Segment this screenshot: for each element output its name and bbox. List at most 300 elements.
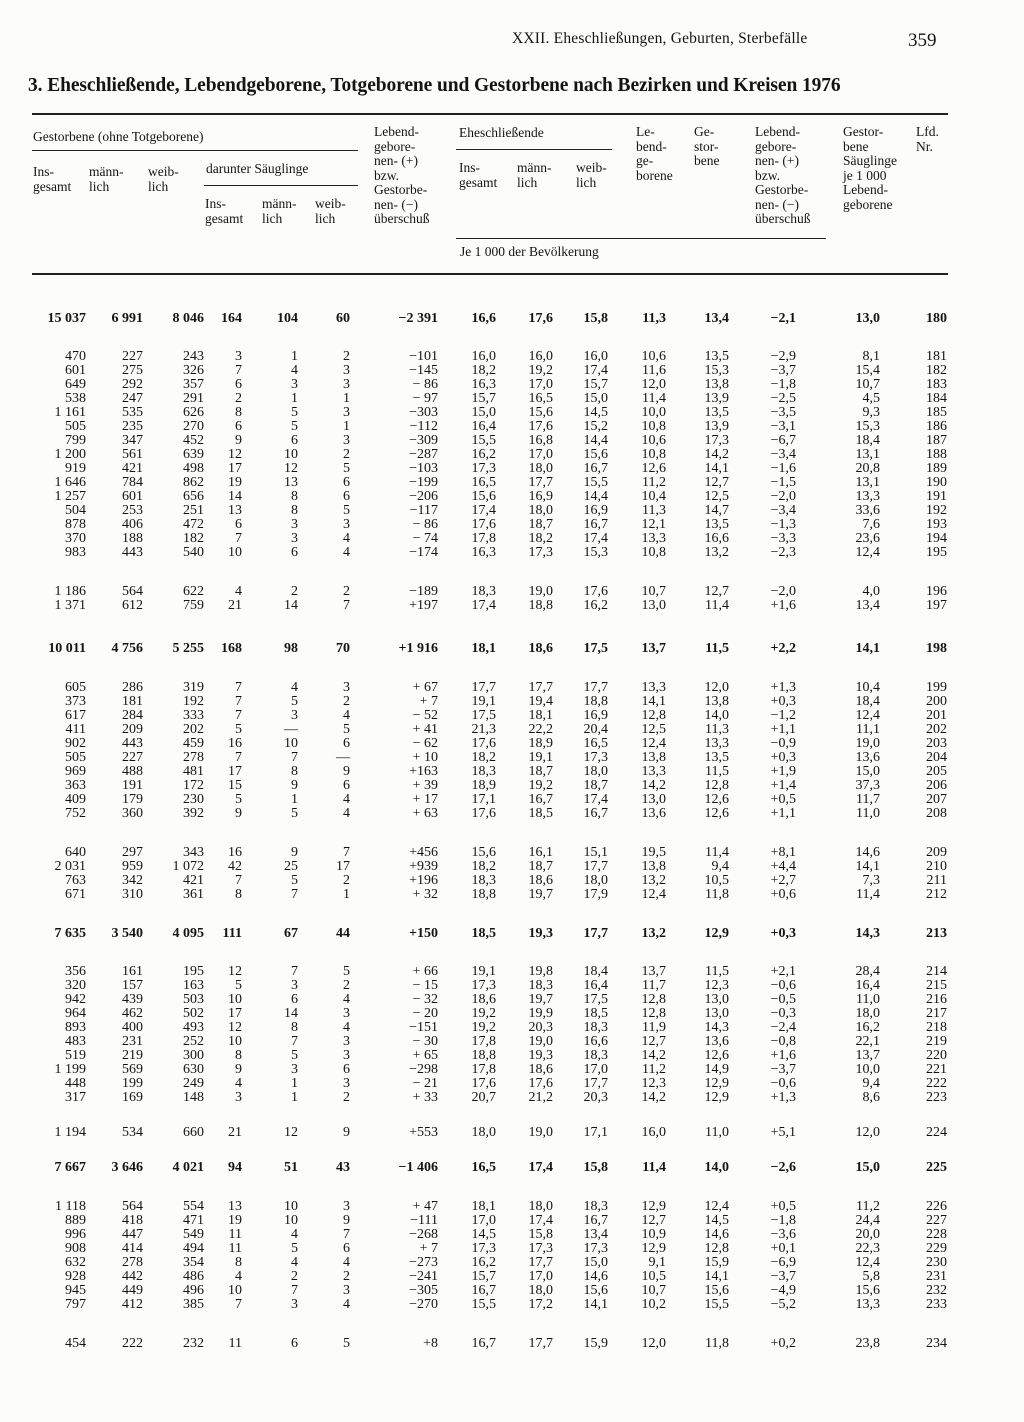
cell-s-weiblich: 2 [343,978,350,993]
cell-e-weiblich: 17,6 [583,584,608,599]
cell-ueberschuss-rate: +1,6 [770,598,796,613]
cell-maennlich: 400 [122,1020,143,1035]
cell-insgesamt: 1 161 [54,405,86,420]
cell-e-weiblich: 16,4 [583,978,608,993]
table-row [0,447,1024,462]
cell-s-weiblich: 2 [343,349,350,364]
cell-s-maennlich: 12 [284,1125,298,1140]
cell-saeuglinge-rate: 14,1 [855,641,880,656]
cell-e-weiblich: 18,3 [583,1199,608,1214]
cell-lfd-nr: 184 [926,391,947,406]
cell-s-insgesamt: 12 [228,1020,242,1035]
running-head: XXII. Eheschließungen, Geburten, Sterbefälle [512,30,808,47]
cell-s-weiblich: 6 [343,736,350,751]
cell-s-weiblich: 2 [343,694,350,709]
cell-ueberschuss-rate: +0,5 [770,792,796,807]
cell-s-insgesamt: 10 [228,545,242,560]
cell-saeuglinge-rate: 20,8 [855,461,880,476]
cell-saeuglinge-rate: 10,7 [855,377,880,392]
cell-saeuglinge-rate: 15,3 [855,419,880,434]
cell-ueberschuss-rate: +1,1 [770,722,796,737]
cell-ueberschuss: +197 [409,598,438,613]
cell-lebendgeborene: 12,5 [641,722,666,737]
cell-insgesamt: 1 186 [54,584,86,599]
cell-e-insgesamt: 19,1 [471,964,496,979]
cell-maennlich: 157 [122,978,143,993]
cell-e-weiblich: 15,3 [583,545,608,560]
cell-s-weiblich: 3 [343,1076,350,1091]
cell-s-weiblich: 9 [343,764,350,779]
cell-ueberschuss-rate: +0,3 [770,750,796,765]
cell-saeuglinge-rate: 19,0 [855,736,880,751]
cell-insgesamt: 538 [65,391,86,406]
cell-e-maennlich: 17,0 [528,1269,553,1284]
cell-s-maennlich: 3 [291,531,298,546]
cell-weiblich: 357 [183,377,204,392]
cell-lebendgeborene: 9,1 [648,1255,666,1270]
cell-ueberschuss-rate: +1,4 [770,778,796,793]
title-rule [32,113,948,115]
cell-maennlich: 235 [122,419,143,434]
cell-lebendgeborene: 11,6 [642,363,666,378]
cell-s-maennlich: 6 [291,1336,298,1351]
table-title: 3. Eheschließende, Lebendgeborene, Totgeborene und Gestorbene nach Bezirken und Kreisen 1976 [28,75,841,96]
cell-s-maennlich: 51 [284,1160,298,1175]
cell-s-insgesamt: 17 [228,764,242,779]
cell-maennlich: 488 [122,764,143,779]
cell-saeuglinge-rate: 11,4 [856,887,880,902]
cell-s-weiblich: 7 [343,598,350,613]
cell-insgesamt: 356 [65,964,86,979]
cell-e-maennlich: 19,2 [528,778,553,793]
cell-ueberschuss: + 66 [412,964,438,979]
cell-weiblich: 554 [183,1199,204,1214]
cell-s-weiblich: 5 [343,722,350,737]
cell-e-insgesamt: 16,3 [471,545,496,560]
cell-s-insgesamt: 17 [228,461,242,476]
cell-gestorbene: 12,9 [704,1076,729,1091]
cell-e-maennlich: 16,9 [528,489,553,504]
cell-s-maennlich: 9 [291,778,298,793]
cell-weiblich: 270 [183,419,204,434]
cell-e-insgesamt: 16,4 [471,419,496,434]
cell-saeuglinge-rate: 22,1 [855,1034,880,1049]
cell-lfd-nr: 224 [926,1125,947,1140]
cell-lfd-nr: 186 [926,419,947,434]
cell-saeuglinge-rate: 16,4 [855,978,880,993]
cell-saeuglinge-rate: 8,6 [862,1090,880,1105]
cell-e-insgesamt: 16,7 [471,1283,496,1298]
cell-lebendgeborene: 13,7 [641,964,666,979]
cell-ueberschuss: −117 [409,503,438,518]
cell-s-weiblich: 43 [336,1160,350,1175]
cell-e-maennlich: 17,7 [528,1336,553,1351]
cell-s-weiblich: 2 [343,584,350,599]
cell-gestorbene: 11,8 [705,887,729,902]
cell-weiblich: 4 095 [172,926,204,941]
cell-s-insgesamt: 11 [228,1227,242,1242]
table-row [0,1199,1024,1214]
cell-s-insgesamt: 3 [235,1090,242,1105]
cell-s-maennlich: 5 [291,1048,298,1063]
cell-e-weiblich: 18,4 [583,964,608,979]
cell-lfd-nr: 203 [926,736,947,751]
cell-s-weiblich: 2 [343,1269,350,1284]
cell-lfd-nr: 191 [926,489,947,504]
cell-lfd-nr: 222 [926,1076,947,1091]
cell-e-insgesamt: 18,3 [471,873,496,888]
cell-saeuglinge-rate: 13,7 [855,1048,880,1063]
cell-lebendgeborene: 13,0 [641,792,666,807]
cell-s-maennlich: 5 [291,419,298,434]
cell-s-insgesamt: 8 [235,887,242,902]
cell-ueberschuss-rate: +2,2 [770,641,796,656]
cell-ueberschuss: −268 [409,1227,438,1242]
cell-s-insgesamt: 19 [228,1213,242,1228]
cell-e-insgesamt: 17,4 [471,598,496,613]
cell-lebendgeborene: 10,6 [641,349,666,364]
cell-ueberschuss-rate: −0,6 [770,1076,796,1091]
cell-gestorbene: 12,6 [704,792,729,807]
cell-lfd-nr: 189 [926,461,947,476]
cell-s-maennlich: — [284,722,298,737]
cell-s-maennlich: 5 [291,405,298,420]
cell-e-weiblich: 17,3 [583,750,608,765]
per-1000-rule [456,238,826,239]
cell-weiblich: 486 [183,1269,204,1284]
cell-saeuglinge-rate: 10,4 [855,680,880,695]
cell-maennlich: 534 [122,1125,143,1140]
table-row [0,1048,1024,1063]
cell-e-maennlich: 18,8 [528,598,553,613]
cell-lfd-nr: 190 [926,475,947,490]
cell-lebendgeborene: 13,3 [641,764,666,779]
cell-insgesamt: 928 [65,1269,86,1284]
cell-gestorbene: 10,5 [704,873,729,888]
cell-e-weiblich: 18,5 [583,1006,608,1021]
cell-e-weiblich: 13,4 [583,1227,608,1242]
cell-s-insgesamt: 6 [235,419,242,434]
cell-s-maennlich: 1 [291,792,298,807]
cell-ueberschuss: − 20 [412,1006,438,1021]
cell-s-insgesamt: 4 [235,1076,242,1091]
cell-e-insgesamt: 18,2 [471,363,496,378]
cell-s-maennlich: 7 [291,750,298,765]
cell-ueberschuss-rate: +1,1 [770,806,796,821]
cell-e-maennlich: 19,0 [528,1125,553,1140]
cell-insgesamt: 7 667 [54,1160,86,1175]
cell-gestorbene: 13,5 [704,349,729,364]
cell-ueberschuss: +939 [409,859,438,874]
table-row [0,1062,1024,1077]
cell-lebendgeborene: 13,8 [641,859,666,874]
cell-s-insgesamt: 7 [235,694,242,709]
cell-ueberschuss: +163 [409,764,438,779]
cell-ueberschuss: −101 [409,349,438,364]
cell-maennlich: 4 756 [111,641,143,656]
cell-maennlich: 3 646 [111,1160,143,1175]
saeuglinge-group-rule [204,185,358,186]
cell-insgesamt: 320 [65,978,86,993]
cell-gestorbene: 14,2 [704,447,729,462]
cell-weiblich: 493 [183,1020,204,1035]
cell-e-weiblich: 15,0 [583,1255,608,1270]
cell-s-weiblich: 5 [343,964,350,979]
cell-weiblich: 195 [183,964,204,979]
cell-weiblich: 354 [183,1255,204,1270]
cell-s-maennlich: 25 [284,859,298,874]
cell-ueberschuss: −305 [409,1283,438,1298]
cell-lfd-nr: 183 [926,377,947,392]
cell-s-insgesamt: 168 [221,641,242,656]
cell-e-weiblich: 17,4 [583,363,608,378]
cell-gestorbene: 13,5 [704,517,729,532]
cell-ueberschuss-rate: +0,3 [770,926,796,941]
cell-gestorbene: 15,6 [704,1283,729,1298]
header-ueberschuss: Lebend- gebore- nen- (+) bzw. Gestorbe- nen- (−) überschuß [374,124,430,226]
table-row [0,680,1024,695]
cell-s-maennlich: 4 [291,680,298,695]
table-row [0,1297,1024,1312]
cell-gestorbene: 13,6 [704,1034,729,1049]
cell-insgesamt: 752 [65,806,86,821]
cell-s-maennlich: 14 [284,1006,298,1021]
cell-e-maennlich: 17,2 [528,1297,553,1312]
cell-e-insgesamt: 20,7 [471,1090,496,1105]
cell-lebendgeborene: 14,2 [641,1048,666,1063]
table-row [0,1227,1024,1242]
cell-e-maennlich: 16,0 [528,349,553,364]
header-e-weiblich: weib- lich [576,160,607,190]
cell-s-weiblich: 17 [336,859,350,874]
cell-ueberschuss: −298 [409,1062,438,1077]
cell-lfd-nr: 219 [926,1034,947,1049]
cell-insgesamt: 409 [65,792,86,807]
header-s-insgesamt: Ins- gesamt [205,196,244,226]
cell-ueberschuss: − 32 [412,992,438,1007]
cell-e-maennlich: 17,4 [528,1160,553,1175]
cell-saeuglinge-rate: 15,6 [855,1283,880,1298]
cell-lebendgeborene: 12,3 [641,1076,666,1091]
cell-ueberschuss-rate: −2,6 [770,1160,796,1175]
cell-e-weiblich: 16,5 [583,736,608,751]
cell-e-maennlich: 17,6 [528,311,553,326]
cell-saeuglinge-rate: 23,6 [855,531,880,546]
cell-maennlich: 443 [122,545,143,560]
cell-e-maennlich: 15,6 [528,405,553,420]
cell-s-weiblich: 9 [343,1125,350,1140]
cell-lfd-nr: 234 [926,1336,947,1351]
cell-lebendgeborene: 10,6 [641,433,666,448]
cell-saeuglinge-rate: 7,6 [862,517,880,532]
cell-e-insgesamt: 17,4 [471,503,496,518]
cell-s-weiblich: 3 [343,1034,350,1049]
cell-e-insgesamt: 16,5 [471,1160,496,1175]
cell-lfd-nr: 182 [926,363,947,378]
cell-weiblich: 630 [183,1062,204,1077]
header-gestorbene-group: Gestorbene (ohne Totgeborene) [33,129,204,144]
cell-s-weiblich: 3 [343,517,350,532]
cell-weiblich: 278 [183,750,204,765]
cell-lfd-nr: 210 [926,859,947,874]
cell-e-weiblich: 17,5 [583,992,608,1007]
cell-ueberschuss-rate: −6,7 [770,433,796,448]
cell-maennlich: 169 [122,1090,143,1105]
cell-lebendgeborene: 12,9 [641,1199,666,1214]
cell-s-insgesamt: 8 [235,1255,242,1270]
cell-s-insgesamt: 7 [235,531,242,546]
cell-weiblich: 481 [183,764,204,779]
cell-s-maennlich: 13 [284,475,298,490]
cell-e-insgesamt: 18,6 [471,992,496,1007]
cell-lfd-nr: 232 [926,1283,947,1298]
header-ueberschuss-rate: Lebend- gebore- nen- (+) bzw. Gestorbe- nen- (−) überschuß [755,124,811,226]
cell-lfd-nr: 208 [926,806,947,821]
cell-saeuglinge-rate: 14,1 [855,859,880,874]
cell-lebendgeborene: 13,2 [641,873,666,888]
cell-e-maennlich: 18,9 [528,736,553,751]
cell-insgesamt: 505 [65,750,86,765]
cell-s-weiblich: 5 [343,1336,350,1351]
cell-lebendgeborene: 10,2 [641,1297,666,1312]
cell-ueberschuss-rate: −2,5 [770,391,796,406]
cell-maennlich: 292 [122,377,143,392]
cell-e-maennlich: 17,6 [528,1076,553,1091]
cell-ueberschuss: − 21 [412,1076,438,1091]
cell-lebendgeborene: 10,0 [641,405,666,420]
cell-e-insgesamt: 17,6 [471,517,496,532]
cell-e-weiblich: 15,7 [583,377,608,392]
cell-lfd-nr: 199 [926,680,947,695]
table-row [0,475,1024,490]
cell-e-weiblich: 18,3 [583,1020,608,1035]
cell-ueberschuss-rate: −1,2 [770,708,796,723]
cell-insgesamt: 2 031 [54,859,86,874]
cell-gestorbene: 13,4 [704,311,729,326]
cell-e-weiblich: 16,7 [583,1213,608,1228]
cell-e-weiblich: 17,9 [583,887,608,902]
cell-weiblich: 660 [183,1125,204,1140]
cell-gestorbene: 12,3 [704,978,729,993]
cell-s-maennlich: 7 [291,1034,298,1049]
cell-s-maennlich: 7 [291,1283,298,1298]
cell-gestorbene: 13,5 [704,750,729,765]
cell-insgesamt: 7 635 [54,926,86,941]
cell-e-weiblich: 17,7 [583,1076,608,1091]
cell-e-maennlich: 18,6 [528,641,553,656]
cell-gestorbene: 13,8 [704,694,729,709]
cell-ueberschuss-rate: +0,6 [770,887,796,902]
cell-insgesamt: 889 [65,1213,86,1228]
cell-lfd-nr: 188 [926,447,947,462]
table-row [0,1034,1024,1049]
table-row [0,1076,1024,1091]
cell-e-insgesamt: 18,5 [471,926,496,941]
cell-ueberschuss-rate: −2,1 [770,311,796,326]
cell-e-weiblich: 15,9 [583,1336,608,1351]
cell-lebendgeborene: 10,7 [641,584,666,599]
cell-insgesamt: 504 [65,503,86,518]
cell-lebendgeborene: 12,4 [641,887,666,902]
cell-saeuglinge-rate: 24,4 [855,1213,880,1228]
cell-ueberschuss-rate: +0,1 [770,1241,796,1256]
cell-ueberschuss-rate: −4,9 [770,1283,796,1298]
cell-ueberschuss: −270 [409,1297,438,1312]
cell-gestorbene: 11,5 [705,764,729,779]
cell-s-insgesamt: 13 [228,1199,242,1214]
cell-e-weiblich: 16,2 [583,598,608,613]
cell-s-insgesamt: 8 [235,405,242,420]
cell-ueberschuss-rate: +0,3 [770,694,796,709]
cell-maennlich: 412 [122,1297,143,1312]
cell-ueberschuss: −273 [409,1255,438,1270]
cell-s-insgesamt: 2 [235,391,242,406]
cell-lfd-nr: 204 [926,750,947,765]
cell-lfd-nr: 209 [926,845,947,860]
cell-lebendgeborene: 12,8 [641,1006,666,1021]
cell-s-maennlich: 2 [291,1269,298,1284]
cell-e-maennlich: 16,7 [528,792,553,807]
cell-lebendgeborene: 10,8 [641,545,666,560]
table-row [0,926,1024,941]
cell-lfd-nr: 201 [926,708,947,723]
cell-saeuglinge-rate: 16,2 [855,1020,880,1035]
cell-e-maennlich: 19,2 [528,363,553,378]
cell-saeuglinge-rate: 7,3 [862,873,880,888]
cell-e-maennlich: 18,0 [528,461,553,476]
cell-s-insgesamt: 7 [235,1297,242,1312]
cell-s-maennlich: 104 [277,311,298,326]
cell-e-weiblich: 20,3 [583,1090,608,1105]
cell-e-weiblich: 16,7 [583,806,608,821]
cell-ueberschuss: −145 [409,363,438,378]
header-e-maennlich: männ- lich [517,160,552,190]
cell-s-insgesamt: 5 [235,722,242,737]
cell-gestorbene: 11,4 [705,845,729,860]
cell-insgesamt: 799 [65,433,86,448]
cell-lfd-nr: 197 [926,598,947,613]
cell-s-maennlich: 8 [291,1020,298,1035]
cell-weiblich: 249 [183,1076,204,1091]
cell-saeuglinge-rate: 11,2 [856,1199,880,1214]
cell-gestorbene: 14,3 [704,1020,729,1035]
cell-s-insgesamt: 10 [228,992,242,1007]
table-row [0,1213,1024,1228]
cell-insgesamt: 908 [65,1241,86,1256]
cell-e-weiblich: 18,7 [583,778,608,793]
cell-s-weiblich: 6 [343,489,350,504]
cell-maennlich: 191 [122,778,143,793]
cell-s-maennlich: 4 [291,1227,298,1242]
cell-e-maennlich: 17,7 [528,680,553,695]
cell-saeuglinge-rate: 11,0 [856,806,880,821]
cell-maennlich: 275 [122,363,143,378]
cell-ueberschuss-rate: −2,0 [770,489,796,504]
cell-ueberschuss: −189 [409,584,438,599]
cell-maennlich: 360 [122,806,143,821]
table-row [0,419,1024,434]
cell-ueberschuss-rate: −2,4 [770,1020,796,1035]
cell-weiblich: 385 [183,1297,204,1312]
cell-e-insgesamt: 17,6 [471,806,496,821]
cell-e-insgesamt: 17,0 [471,1213,496,1228]
cell-s-insgesamt: 164 [221,311,242,326]
cell-s-maennlich: 10 [284,736,298,751]
cell-lfd-nr: 187 [926,433,947,448]
cell-e-weiblich: 18,0 [583,764,608,779]
cell-s-insgesamt: 21 [228,598,242,613]
cell-saeuglinge-rate: 9,3 [862,405,880,420]
